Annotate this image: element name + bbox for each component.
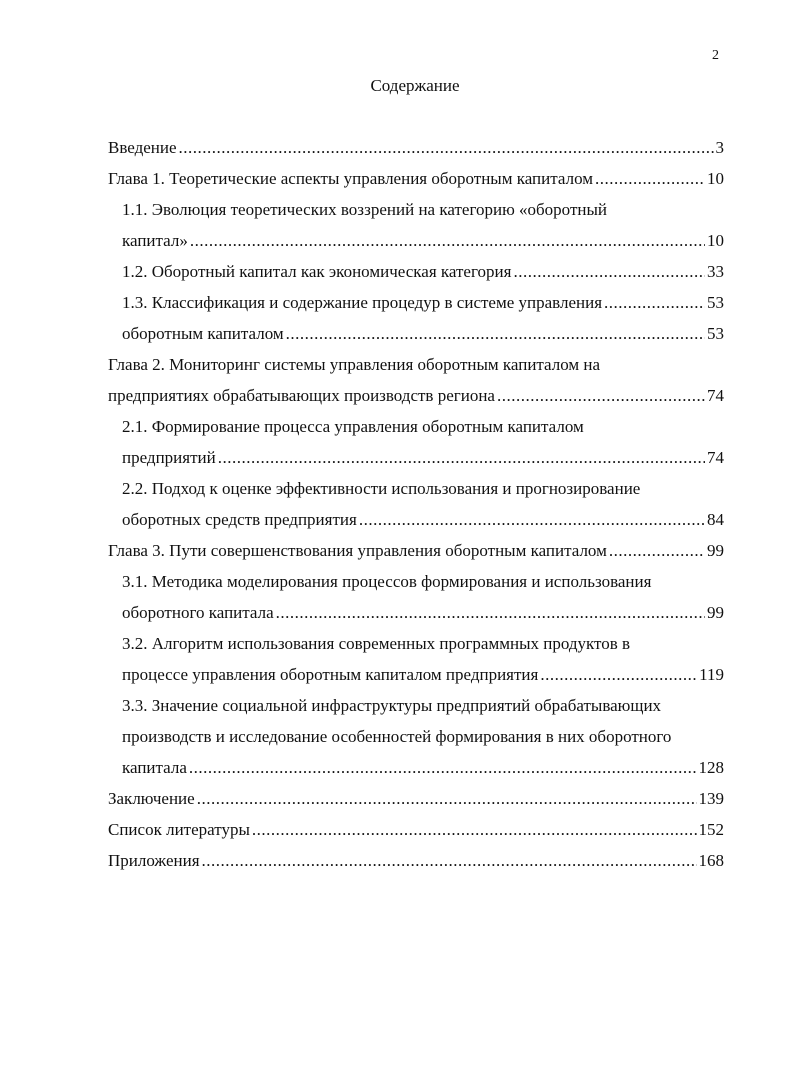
toc-entry	[108, 200, 724, 262]
dot-leader	[609, 541, 705, 561]
toc-page-number: 74	[707, 448, 724, 467]
toc-page-number: 84	[707, 510, 724, 529]
toc-page-number: 53	[707, 324, 724, 343]
toc-entry	[108, 138, 724, 169]
toc-entry-title: 1.3. Классификация и содержание процедур в системе управления	[122, 293, 603, 312]
toc-entry-title: Введение	[108, 138, 177, 157]
toc-entry-title: Глава 2. Мониторинг системы управления оборотным капиталом на	[108, 355, 601, 374]
toc-page-number: 168	[698, 851, 724, 870]
toc-entry	[108, 789, 724, 820]
dot-leader	[540, 665, 697, 685]
toc-entry	[108, 417, 724, 479]
toc-line	[108, 169, 724, 200]
toc-page-number: 99	[707, 541, 724, 560]
toc-line	[108, 324, 724, 355]
toc-entry-title: оборотным капиталом	[122, 324, 284, 343]
toc-page-number: 99	[707, 603, 724, 622]
dot-leader	[189, 758, 697, 778]
dot-leader	[595, 169, 705, 189]
page-title: Содержание	[370, 76, 460, 95]
toc-line	[108, 448, 724, 479]
toc-page-number: 53	[707, 293, 724, 312]
dot-leader	[218, 448, 705, 468]
toc-line	[108, 789, 724, 820]
toc-entry-title: 2.2. Подход к оценке эффективности использования и прогнозирование	[122, 479, 641, 498]
page-number: 2	[712, 48, 719, 63]
toc-line	[108, 479, 724, 510]
dot-leader	[197, 789, 697, 809]
toc-entry-title: предприятиях обрабатывающих производств региона	[108, 386, 495, 405]
toc-page-number: 3	[715, 138, 724, 157]
dot-leader	[276, 603, 705, 623]
toc-entry	[108, 262, 724, 293]
toc-entry	[108, 696, 724, 789]
toc-entry	[108, 293, 724, 355]
dot-leader	[252, 820, 697, 840]
toc-entry-title: 3.3. Значение социальной инфраструктуры предприятий обрабатывающих	[122, 696, 662, 715]
dot-leader	[604, 293, 705, 313]
toc-page-number: 152	[698, 820, 724, 839]
toc-entry-title: 1.2. Оборотный капитал как экономическая категория	[122, 262, 512, 281]
dot-leader	[179, 138, 714, 158]
toc-line	[108, 758, 724, 789]
toc-line	[108, 138, 724, 169]
toc-page-number: 139	[698, 789, 724, 808]
toc-line	[108, 231, 724, 262]
toc-entry	[108, 169, 724, 200]
dot-leader	[513, 262, 705, 282]
toc-line	[108, 510, 724, 541]
toc-line	[108, 820, 724, 851]
toc-entry-title: производств и исследование особенностей формирования в них оборотного	[122, 727, 672, 746]
toc-entry	[108, 541, 724, 572]
toc-entry-title: 2.1. Формирование процесса управления оборотным капиталом	[122, 417, 584, 436]
toc-entry-title: 3.1. Методика моделирования процессов формирования и использования	[122, 572, 652, 591]
dot-leader	[190, 231, 705, 251]
toc-entry	[108, 572, 724, 634]
toc-entry-title: Приложения	[108, 851, 200, 870]
toc-entry-title: Глава 3. Пути совершенствования управления оборотным капиталом	[108, 541, 607, 560]
toc-entry	[108, 634, 724, 696]
table-of-contents	[108, 138, 724, 882]
toc-entry	[108, 479, 724, 541]
toc-page-number: 10	[707, 169, 724, 188]
dot-leader	[497, 386, 705, 406]
toc-entry-title: Заключение	[108, 789, 195, 808]
toc-line	[108, 541, 724, 572]
dot-leader	[359, 510, 705, 530]
toc-line	[108, 293, 724, 324]
toc-line	[108, 665, 724, 696]
toc-line	[108, 417, 724, 448]
toc-entry-title: процессе управления оборотным капиталом предприятия	[122, 665, 539, 684]
toc-entry-title: капитала	[122, 758, 187, 777]
toc-line	[108, 727, 724, 758]
toc-entry-title: Глава 1. Теоретические аспекты управления оборотным капиталом	[108, 169, 594, 188]
toc-entry-title: капитал»	[122, 231, 188, 250]
toc-entry-title: предприятий	[122, 448, 216, 467]
toc-entry-title: 1.1. Эволюция теоретических воззрений на категорию «оборотный	[122, 200, 608, 219]
toc-entry	[108, 820, 724, 851]
toc-line	[108, 634, 724, 665]
toc-entry-title: оборотного капитала	[122, 603, 274, 622]
toc-entry-title: 3.2. Алгоритм использования современных программных продуктов в	[122, 634, 631, 653]
toc-line	[108, 262, 724, 293]
toc-entry-title: Список литературы	[108, 820, 250, 839]
toc-page-number: 74	[707, 386, 724, 405]
dot-leader	[286, 324, 705, 344]
toc-page-number: 119	[699, 665, 724, 684]
toc-entry	[108, 355, 724, 417]
toc-line	[108, 603, 724, 634]
toc-line	[108, 355, 724, 386]
toc-line	[108, 386, 724, 417]
toc-line	[108, 851, 724, 882]
toc-entry	[108, 851, 724, 882]
toc-page-number: 33	[707, 262, 724, 281]
toc-line	[108, 696, 724, 727]
toc-page-number: 128	[698, 758, 724, 777]
toc-page-number: 10	[707, 231, 724, 250]
toc-entry-title: оборотных средств предприятия	[122, 510, 357, 529]
toc-line	[108, 200, 724, 231]
toc-line	[108, 572, 724, 603]
dot-leader	[202, 851, 697, 871]
